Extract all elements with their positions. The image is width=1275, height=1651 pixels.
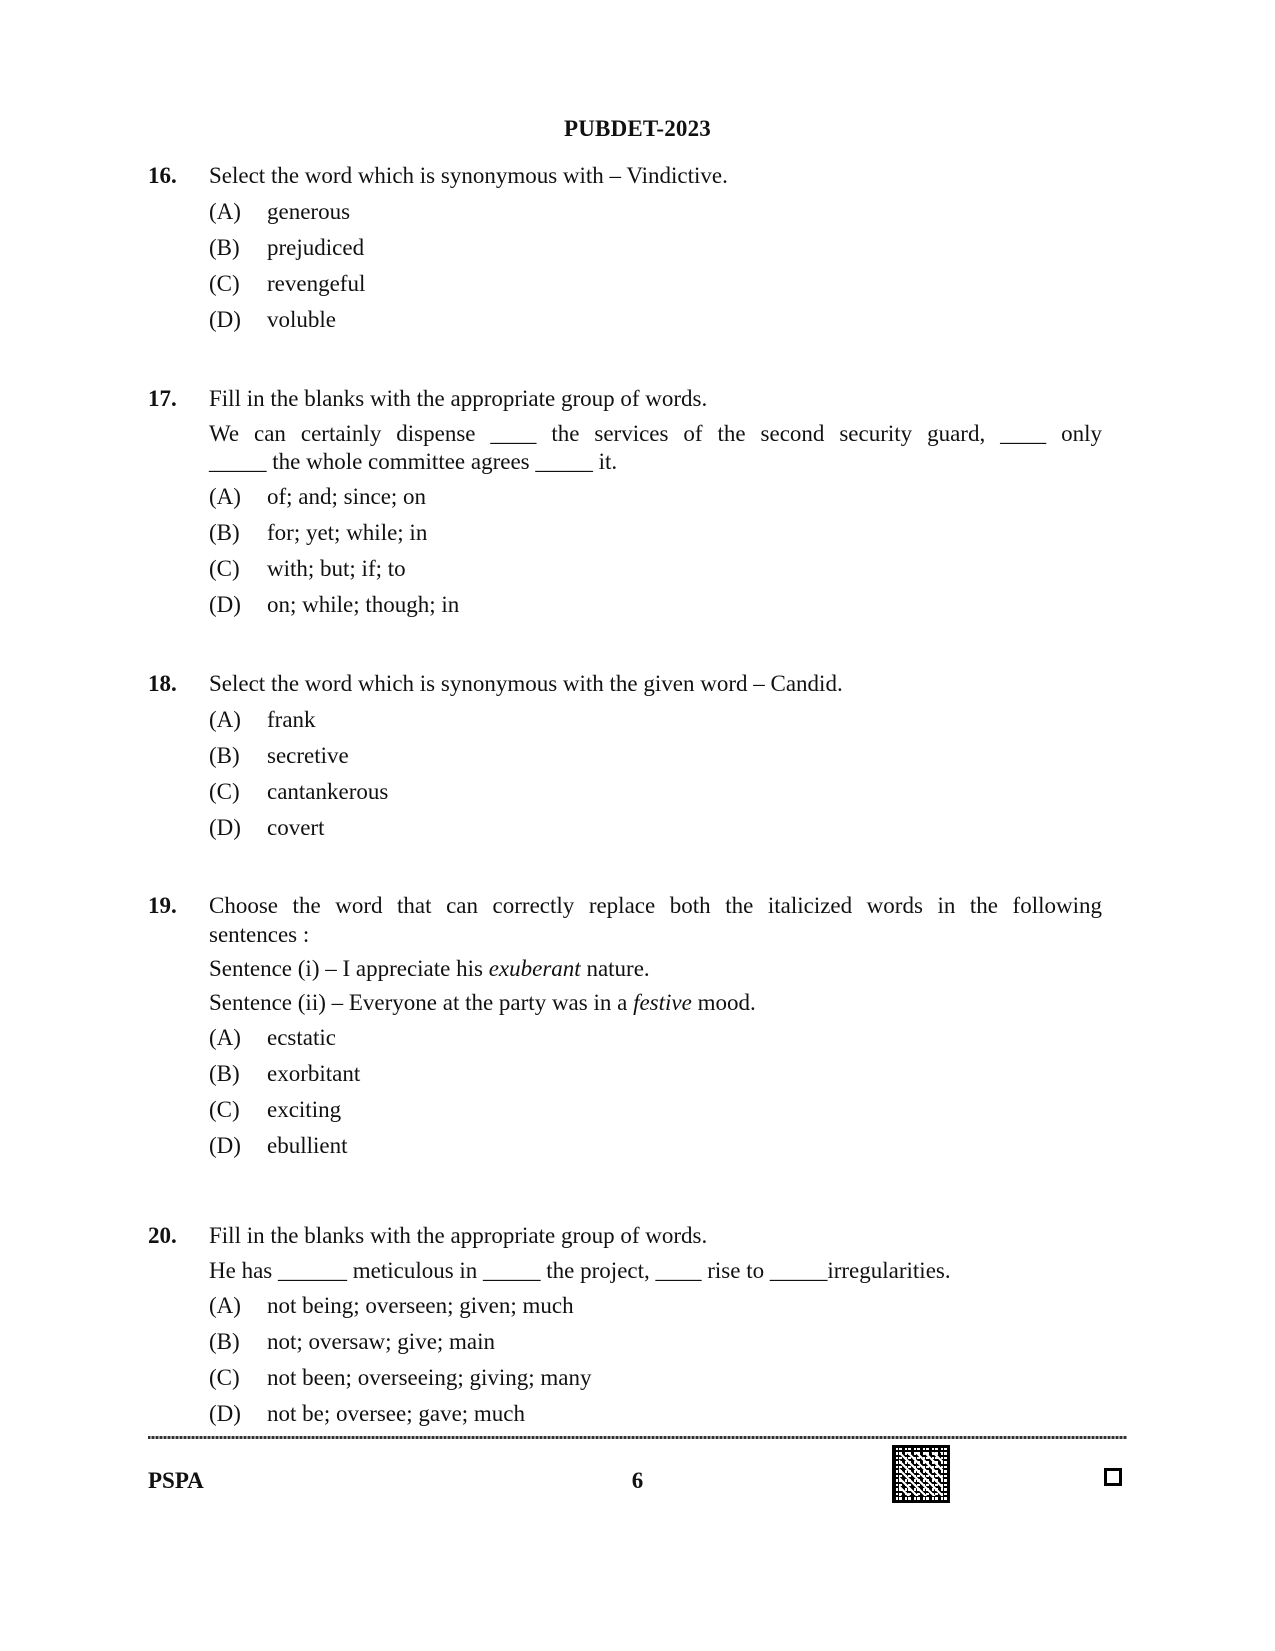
qr-code-pattern bbox=[899, 1452, 943, 1496]
sentence-ii bbox=[209, 989, 1102, 1017]
option-text: cantankerous bbox=[267, 779, 389, 804]
option-letter: (A) bbox=[209, 1293, 241, 1318]
option-d bbox=[209, 1399, 1102, 1429]
option-letter: (D) bbox=[209, 307, 241, 332]
option-text: frank bbox=[267, 707, 316, 732]
option-b bbox=[209, 741, 1102, 771]
option-text: exciting bbox=[267, 1097, 342, 1122]
question-text-continued: sentences : bbox=[209, 922, 310, 947]
corner-square-icon bbox=[1104, 1468, 1122, 1486]
question-text: Fill in the blanks with the appropriate group of words. bbox=[209, 386, 708, 411]
sentence-i-italic-word: exuberant bbox=[488, 956, 581, 981]
option-d bbox=[209, 813, 1102, 843]
option-b bbox=[209, 518, 1102, 548]
option-text: not being; overseen; given; much bbox=[267, 1293, 574, 1318]
question-19 bbox=[148, 891, 1102, 1161]
option-text: not; oversaw; give; main bbox=[267, 1329, 496, 1354]
option-b bbox=[209, 1059, 1102, 1089]
sentence-ii-prefix: Sentence (ii) – Everyone at the party was in a bbox=[209, 990, 634, 1015]
option-text: of; and; since; on bbox=[267, 484, 427, 509]
option-text: not been; overseeing; giving; many bbox=[267, 1365, 592, 1390]
question-18 bbox=[148, 669, 1102, 843]
fill-sentence: He has ______ meticulous in _____ the project, ____ rise to _____irregularities. bbox=[209, 1258, 951, 1283]
option-text: voluble bbox=[267, 307, 336, 332]
option-letter: (B) bbox=[209, 743, 240, 768]
option-letter: (D) bbox=[209, 815, 241, 840]
page-title: PUBDET-2023 bbox=[563, 116, 712, 141]
option-letter: (A) bbox=[209, 707, 241, 732]
option-letter: (D) bbox=[209, 1401, 241, 1426]
option-text: generous bbox=[267, 199, 351, 224]
option-a bbox=[209, 705, 1102, 735]
option-letter: (C) bbox=[209, 1365, 240, 1390]
option-text: ebullient bbox=[267, 1133, 348, 1158]
question-20 bbox=[148, 1221, 1102, 1429]
option-a bbox=[209, 482, 1102, 512]
option-letter: (C) bbox=[209, 271, 240, 296]
option-letter: (A) bbox=[209, 199, 241, 224]
option-letter: (C) bbox=[209, 779, 240, 804]
option-c bbox=[209, 1095, 1102, 1125]
option-text: not be; oversee; gave; much bbox=[267, 1401, 526, 1426]
page-number: 6 bbox=[631, 1468, 644, 1493]
question-16 bbox=[148, 161, 1102, 335]
question-text: Select the word which is synonymous with – Vindictive. bbox=[209, 163, 728, 188]
option-b bbox=[209, 1327, 1102, 1357]
option-c bbox=[209, 1363, 1102, 1393]
option-letter: (B) bbox=[209, 235, 240, 260]
sentence-ii-italic-word: festive bbox=[633, 990, 692, 1015]
option-text: secretive bbox=[267, 743, 349, 768]
option-letter: (B) bbox=[209, 520, 240, 545]
question-text: Choose the word that can correctly replace both the italicized words in the following bbox=[209, 893, 1102, 918]
question-17 bbox=[148, 384, 1102, 620]
option-text: prejudiced bbox=[267, 235, 365, 260]
question-number: 19. bbox=[148, 893, 177, 918]
sentence-ii-suffix: mood. bbox=[691, 990, 756, 1015]
option-text: on; while; though; in bbox=[267, 592, 460, 617]
option-c bbox=[209, 777, 1102, 807]
option-c bbox=[209, 269, 1102, 299]
question-number: 20. bbox=[148, 1223, 177, 1248]
option-text: ecstatic bbox=[267, 1025, 336, 1050]
sentence-i-prefix: Sentence (i) – I appreciate his bbox=[209, 956, 489, 981]
sentence-i-suffix: nature. bbox=[580, 956, 650, 981]
option-a bbox=[209, 1023, 1102, 1053]
option-text: for; yet; while; in bbox=[267, 520, 428, 545]
option-letter: (B) bbox=[209, 1061, 240, 1086]
option-a bbox=[209, 1291, 1102, 1321]
option-text: revengeful bbox=[267, 271, 366, 296]
footer-code: PSPA bbox=[148, 1468, 204, 1493]
question-text: Select the word which is synonymous with the given word – Candid. bbox=[209, 671, 843, 696]
option-d bbox=[209, 1131, 1102, 1161]
question-number: 17. bbox=[148, 386, 177, 411]
question-number: 16. bbox=[148, 163, 177, 188]
question-text: Fill in the blanks with the appropriate group of words. bbox=[209, 1223, 708, 1248]
option-letter: (A) bbox=[209, 1025, 241, 1050]
option-d bbox=[209, 305, 1102, 335]
option-a bbox=[209, 197, 1102, 227]
question-number: 18. bbox=[148, 671, 177, 696]
sentence-i bbox=[209, 955, 1102, 983]
qr-code-icon bbox=[893, 1446, 949, 1502]
option-d bbox=[209, 590, 1102, 620]
fill-sentence-line-1: We can certainly dispense ____ the services of the second security guard, ____ only bbox=[209, 421, 1102, 446]
option-letter: (D) bbox=[209, 1133, 241, 1158]
option-letter: (B) bbox=[209, 1329, 240, 1354]
option-text: exorbitant bbox=[267, 1061, 361, 1086]
fill-sentence-line-2: _____ the whole committee agrees _____ it. bbox=[209, 449, 618, 474]
option-letter: (C) bbox=[209, 1097, 240, 1122]
option-b bbox=[209, 233, 1102, 263]
option-letter: (D) bbox=[209, 592, 241, 617]
option-letter: (A) bbox=[209, 484, 241, 509]
option-text: with; but; if; to bbox=[267, 556, 406, 581]
footer-divider bbox=[148, 1436, 1127, 1439]
option-c bbox=[209, 554, 1102, 584]
option-text: covert bbox=[267, 815, 325, 840]
option-letter: (C) bbox=[209, 556, 240, 581]
